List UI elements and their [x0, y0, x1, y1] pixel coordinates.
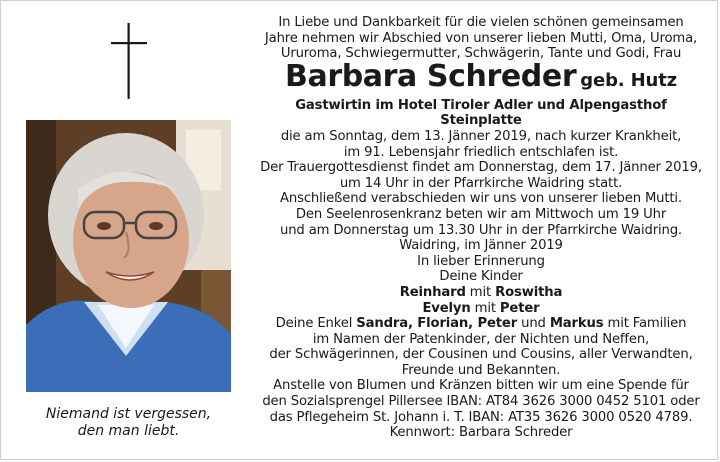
- grandchildren-prefix: Deine Enkel: [275, 316, 357, 332]
- child-name: Reinhard: [399, 284, 466, 300]
- place-date: Waidring, im Jänner 2019: [399, 238, 563, 254]
- service-line: Der Trauergottesdienst findet am Donnerstag, dem 17. Jänner 2019,: [260, 160, 702, 176]
- portrait-photo: [26, 120, 231, 392]
- motto-line: den man liebt.: [77, 423, 180, 439]
- child-conj: mit: [465, 284, 496, 300]
- memory-line: In lieber Erinnerung: [417, 253, 545, 269]
- child-partner: Roswitha: [495, 284, 563, 300]
- intro-line: Jahre nehmen wir Abschied von unserer lieben Mutti, Oma, Uroma,: [264, 30, 698, 46]
- mourners-line: im Namen der Patenkinder, der Nichten und Neffen,: [312, 331, 650, 347]
- grandchildren-conj: und: [517, 316, 550, 332]
- deceased-name: Barbara Schreder: [285, 58, 577, 94]
- notice-text: [256, 15, 706, 441]
- donation-line: Kennwort: Barbara Schreder: [389, 425, 573, 441]
- cross-icon: [111, 23, 147, 99]
- intro-line: In Liebe und Dankbarkeit für die vielen schönen gemeinsamen: [278, 15, 684, 30]
- child-line: [256, 301, 706, 317]
- motto-line: Niemand ist vergessen,: [45, 406, 212, 422]
- grandchildren-names: Sandra, Florian, Peter: [356, 316, 518, 332]
- maiden-name: geb. Hutz: [580, 69, 677, 91]
- mourners-line: der Schwägerinnen, der Cousinen und Cousins, aller Verwandten,: [269, 347, 693, 363]
- child-conj: mit: [470, 300, 500, 316]
- donation-line: den Sozialsprengel Pillersee IBAN: AT84 3626 3000 0452 5101 oder: [262, 394, 700, 410]
- grandchildren-line: [256, 316, 706, 332]
- donation-line: das Pflegeheim St. Johann i. T. IBAN: AT35 3626 3000 0520 4789.: [269, 409, 693, 425]
- child-name: Evelyn: [422, 300, 471, 316]
- death-line: die am Sonntag, dem 13. Jänner 2019, nach kurzer Krankheit,: [280, 128, 682, 144]
- occupation-line: Gastwirtin im Hotel Tiroler Adler und Alpengasthof Steinplatte: [295, 97, 667, 129]
- mourners-line: Freunde und Bekannten.: [401, 362, 561, 378]
- intro-line: Ururoma, Schwiegermutter, Schwägerin, Tante und Godi, Frau: [280, 46, 682, 62]
- child-line: [256, 285, 706, 301]
- grandchildren-last: Markus: [549, 316, 604, 332]
- death-line: im 91. Lebensjahr friedlich entschlafen ist.: [343, 144, 619, 160]
- rosary-line: und am Donnerstag um 13.30 Uhr in der Pfarrkirche Waidring.: [280, 222, 682, 238]
- grandchildren-suffix: mit Familien: [603, 316, 687, 332]
- deceased-name-line: [256, 58, 706, 98]
- donation-line: Anstelle von Blumen und Kränzen bitten wir um eine Spende für: [273, 378, 689, 394]
- service-line: um 14 Uhr in der Pfarrkirche Waidring statt.: [339, 175, 623, 191]
- motto-quote: [26, 406, 231, 440]
- children-label: Deine Kinder: [439, 269, 523, 285]
- child-partner: Peter: [499, 300, 540, 316]
- service-line: Anschließend verabschieden wir uns von unserer lieben Mutti.: [280, 191, 682, 207]
- rosary-line: Den Seelenrosenkranz beten wir am Mittwoch um 19 Uhr: [295, 206, 667, 222]
